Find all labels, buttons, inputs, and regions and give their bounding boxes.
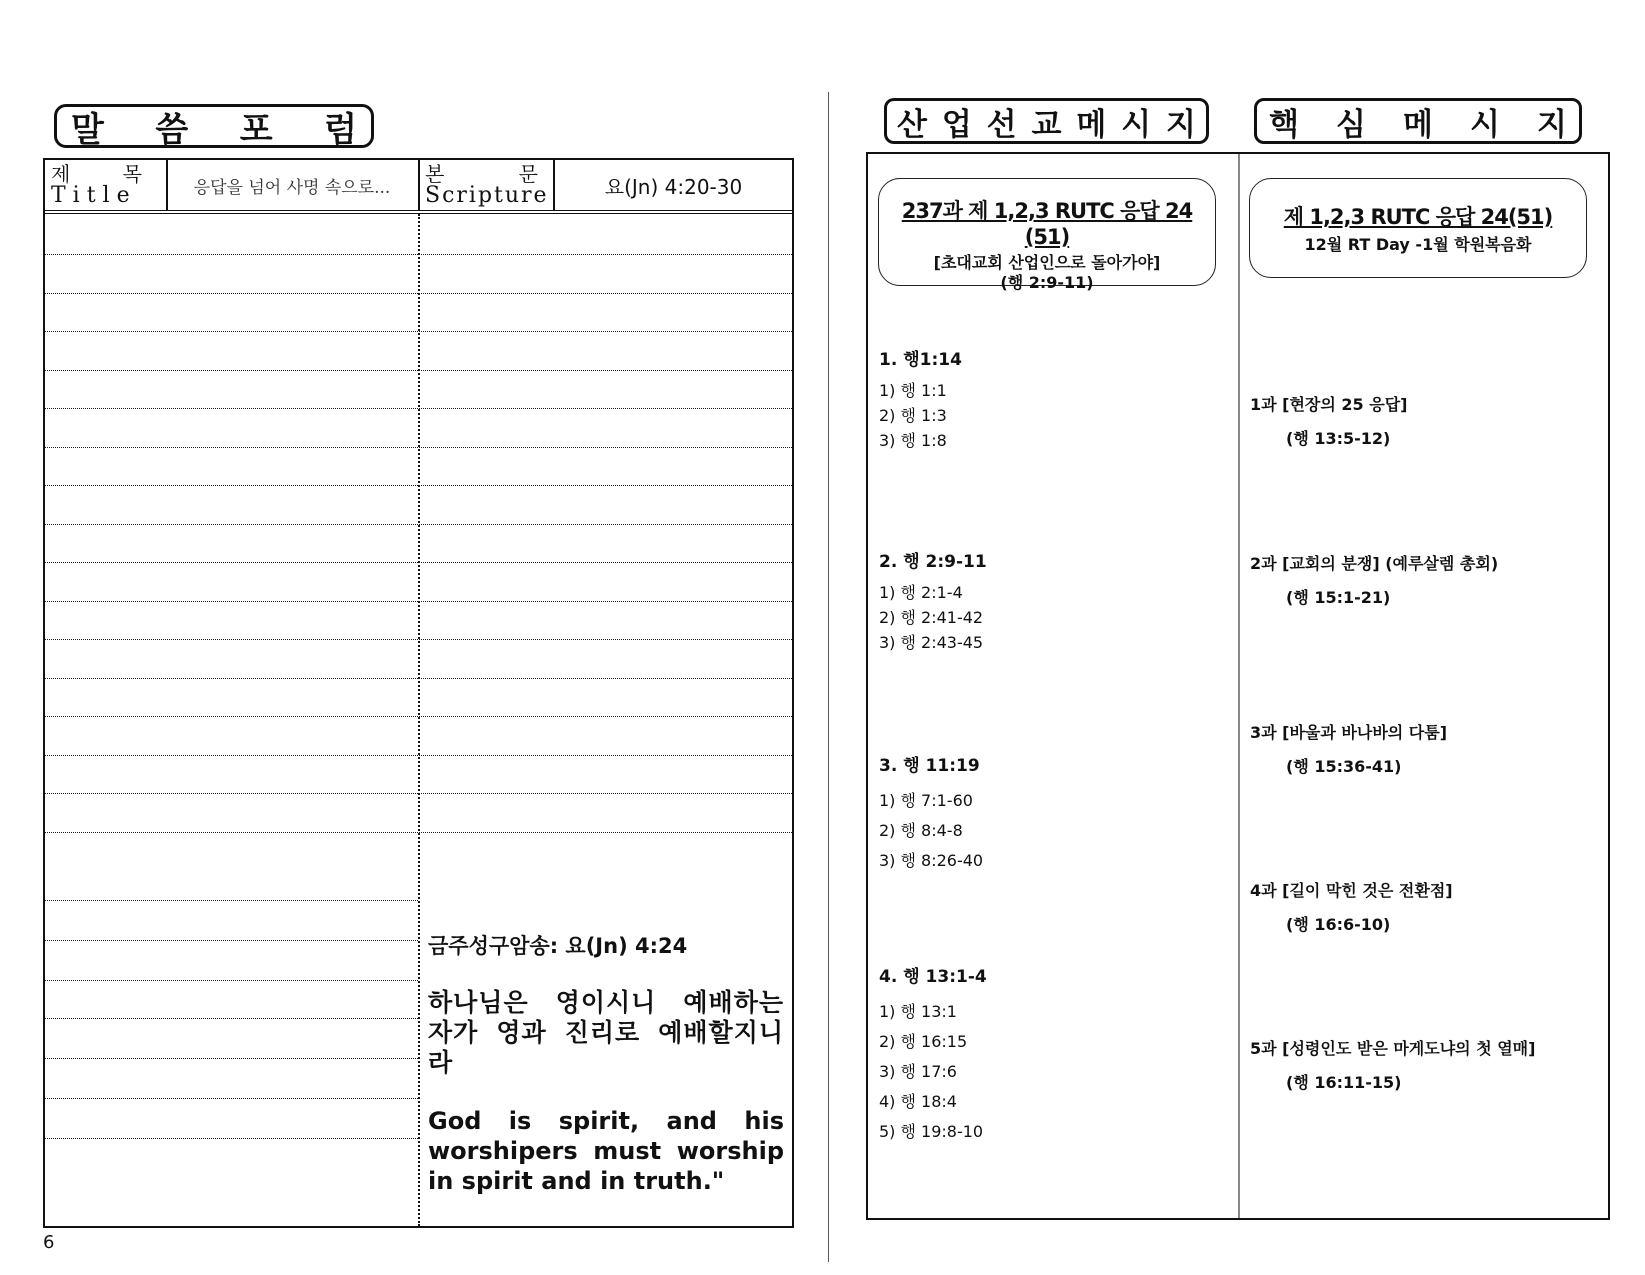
writing-line: [45, 562, 792, 563]
section-item: 5) 행 19:8-10: [879, 1122, 984, 1141]
lesson-reference: (행 16:11-15): [1286, 1073, 1402, 1092]
title-label-en: Title: [51, 183, 137, 208]
forum-title-char: 포: [239, 109, 273, 150]
lesson-title: 3과 [바울과 바나바의 다툼]: [1250, 723, 1448, 742]
section-item: 1) 행 13:1: [879, 1002, 957, 1021]
message-panel: [866, 152, 1610, 1220]
industrial-title-char: 메: [1076, 106, 1107, 143]
sheet-header: [45, 160, 792, 214]
section-heading: 3. 행 11:19: [879, 756, 980, 776]
lesson-4: [1250, 874, 1453, 942]
writing-line: [45, 1058, 418, 1059]
lesson-3: [1250, 716, 1447, 784]
lesson-title: 2과 [교회의 분쟁] (예루살렘 총회): [1250, 554, 1499, 573]
writing-line: [45, 716, 792, 717]
lesson-2: [1250, 547, 1498, 615]
lesson-reference: (행 15:1-21): [1286, 588, 1391, 607]
scripture-value-cell: [555, 160, 792, 210]
section-item: 2) 행 2:41-42: [879, 608, 984, 627]
section-item: 2) 행 1:3: [879, 406, 947, 425]
writing-line: [45, 485, 792, 486]
outline-section-4: [879, 962, 987, 1147]
section-heading: 1. 행1:14: [879, 350, 962, 370]
industrial-title-char: 지: [1165, 106, 1196, 143]
writing-line: [45, 601, 792, 602]
writing-line: [45, 254, 792, 255]
writing-line: [45, 900, 418, 901]
industrial-lesson-subtitle: [초대교회 산업인으로 돌아가야]: [933, 253, 1161, 272]
section-item: 3) 행 1:8: [879, 431, 947, 450]
section-heading: 2. 행 2:9-11: [879, 552, 987, 572]
outline-section-3: [879, 751, 983, 876]
writing-line: [45, 639, 792, 640]
title-label-ko: 제 목: [51, 162, 142, 186]
core-title-char: 핵: [1269, 106, 1299, 143]
outline-section-2: [879, 550, 987, 655]
lesson-reference: (행 15:36-41): [1286, 757, 1402, 776]
memory-verse-korean: 하나님은 영이시니 예배하는 자가 영과 진리로 예배할지니라: [428, 988, 784, 1077]
lesson-title: 1과 [현장의 25 응답]: [1250, 395, 1408, 414]
scripture-label-ko: 본 문: [425, 162, 538, 186]
lesson-reference: (행 16:6-10): [1286, 915, 1391, 934]
page-number: 6: [43, 1232, 55, 1253]
memory-verse-heading: 금주성구암송: 요(Jn) 4:24: [428, 934, 688, 958]
industrial-title-char: 선: [986, 106, 1017, 143]
writing-line: [45, 370, 792, 371]
writing-line: [45, 293, 792, 294]
core-lesson-subtitle: 12월 RT Day -1월 학원복음화: [1304, 235, 1532, 254]
lesson-1: [1250, 388, 1407, 456]
section-item: 2) 행 8:4-8: [879, 821, 963, 840]
column-divider: [418, 214, 420, 1226]
title-value-cell: [169, 160, 415, 210]
core-lesson-box: [1249, 178, 1587, 278]
core-lesson-title: 제 1,2,3 RUTC 응답 24(51): [1283, 205, 1553, 229]
outline-section-1: [879, 348, 962, 453]
book-spine: [828, 92, 829, 1262]
section-heading: 4. 행 13:1-4: [879, 967, 987, 987]
lesson-title: 5과 [성령인도 받은 마게도냐의 첫 열매]: [1250, 1039, 1536, 1058]
industrial-lesson-reference: (행 2:9-11): [1000, 273, 1094, 292]
writing-line: [45, 1018, 418, 1019]
section-item: 1) 행 2:1-4: [879, 583, 963, 602]
writing-line: [45, 524, 792, 525]
scripture-label-cell: [425, 160, 550, 210]
industrial-title-char: 교: [1031, 106, 1062, 143]
sermon-title: 응답을 넘어 사명 속으로...: [193, 177, 391, 198]
scripture-reference: 요(Jn) 4:20-30: [604, 174, 743, 199]
writing-line: [45, 793, 792, 794]
forum-title-char: 말: [71, 109, 104, 150]
lesson-reference: (행 13:5-12): [1286, 429, 1391, 448]
core-title-char: 지: [1537, 106, 1567, 143]
writing-line: [45, 408, 792, 409]
industrial-lesson-title: 237과 제 1,2,3 RUTC 응답 24 (51): [901, 199, 1193, 249]
writing-line: [45, 1098, 418, 1099]
section-item: 1) 행 1:1: [879, 381, 947, 400]
writing-line: [45, 678, 792, 679]
writing-line: [45, 1138, 418, 1139]
industrial-title-char: 업: [941, 106, 972, 143]
lesson-title: 4과 [길이 막힌 것은 전환점]: [1250, 881, 1453, 900]
writing-line: [45, 331, 792, 332]
industrial-lesson-box: [878, 178, 1216, 292]
writing-line: [45, 980, 418, 981]
scripture-label-en: Scripture: [425, 183, 549, 208]
industrial-title-char: 산: [897, 106, 927, 143]
writing-line: [45, 447, 792, 448]
core-title-char: 메: [1403, 106, 1433, 143]
writing-line: [45, 832, 792, 833]
section-item: 3) 행 17:6: [879, 1062, 957, 1081]
memory-verse-english: God is spirit, and his worshipers must worship in spirit and in truth.": [428, 1107, 784, 1195]
panel-divider: [1238, 154, 1240, 1218]
core-title-char: 시: [1470, 106, 1500, 143]
writing-line: [45, 755, 792, 756]
core-title-char: 심: [1336, 106, 1366, 143]
section-item: 3) 행 8:26-40: [879, 851, 984, 870]
section-item: 4) 행 18:4: [879, 1092, 957, 1111]
industrial-title-char: 시: [1121, 106, 1152, 143]
notes-sheet: [43, 158, 794, 1228]
writing-line: [45, 940, 418, 941]
lesson-5: [1250, 1032, 1535, 1100]
core-message-title: [1254, 98, 1582, 144]
section-item: 2) 행 16:15: [879, 1032, 968, 1051]
section-item: 3) 행 2:43-45: [879, 633, 984, 652]
forum-title-char: 씀: [155, 109, 189, 150]
section-item: 1) 행 7:1-60: [879, 791, 973, 810]
memory-verse: [428, 930, 784, 1196]
forum-title-char: 럼: [324, 109, 357, 150]
industrial-mission-title: [884, 98, 1209, 144]
forum-title: [54, 104, 374, 148]
